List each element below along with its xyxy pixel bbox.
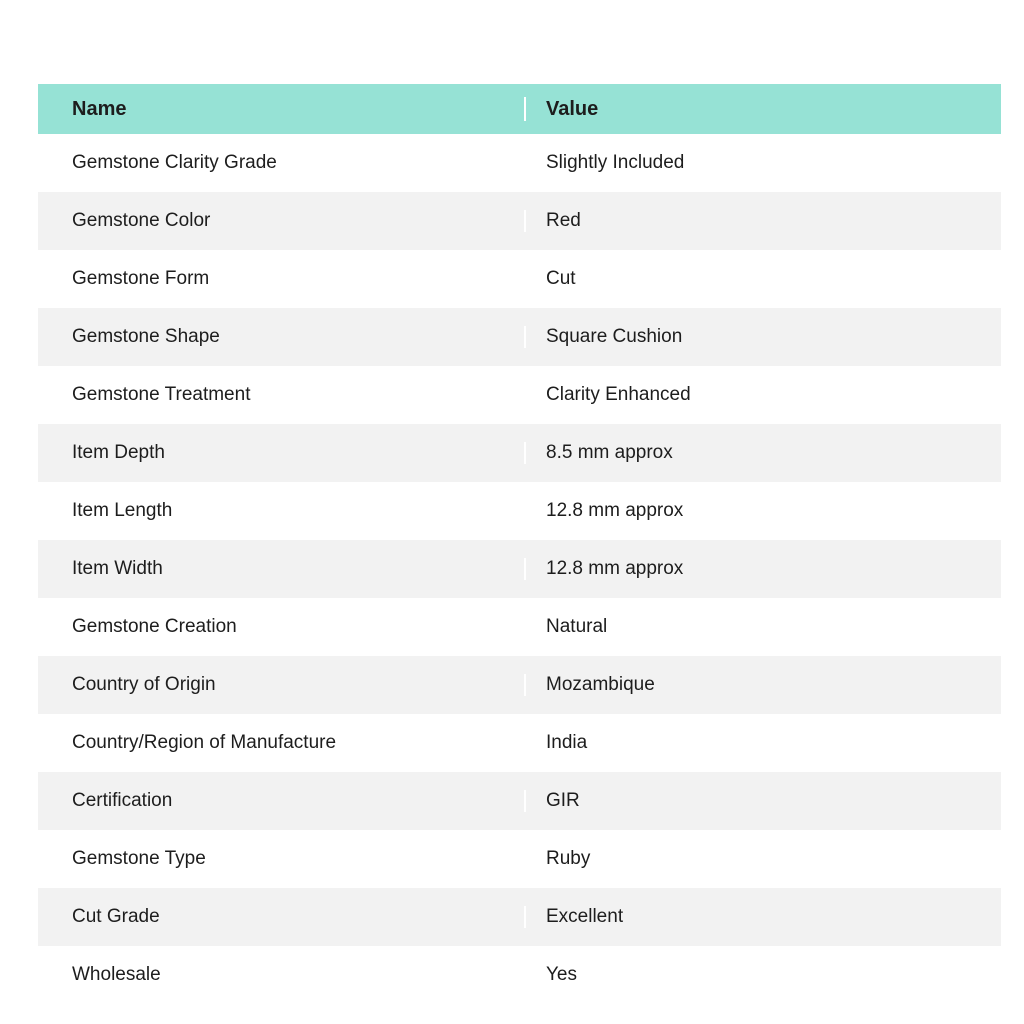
row-name: Gemstone Shape bbox=[72, 325, 220, 347]
row-value: GIR bbox=[524, 790, 1001, 813]
row-value: India bbox=[524, 732, 1001, 755]
row-value: Excellent bbox=[524, 906, 1001, 929]
row-name: Gemstone Color bbox=[72, 209, 211, 231]
row-value: Clarity Enhanced bbox=[524, 384, 1001, 407]
row-name: Gemstone Clarity Grade bbox=[72, 151, 277, 173]
row-name: Certification bbox=[72, 789, 173, 811]
row-name: Item Width bbox=[72, 557, 163, 579]
row-name: Cut Grade bbox=[72, 905, 160, 927]
row-value: Yes bbox=[524, 964, 1001, 987]
row-name: Country of Origin bbox=[72, 673, 216, 695]
table-row bbox=[38, 714, 1001, 772]
row-value: Red bbox=[524, 210, 1001, 233]
table-row bbox=[38, 656, 1001, 714]
column-header-name: Name bbox=[72, 98, 127, 120]
row-name: Gemstone Creation bbox=[72, 615, 237, 637]
table-row bbox=[38, 366, 1001, 424]
row-value: 12.8 mm approx bbox=[524, 558, 1001, 581]
table-row bbox=[38, 250, 1001, 308]
row-value: Slightly Included bbox=[524, 152, 1001, 175]
table-row bbox=[38, 424, 1001, 482]
row-value: Mozambique bbox=[524, 674, 1001, 697]
table-row bbox=[38, 888, 1001, 946]
row-name: Gemstone Treatment bbox=[72, 383, 251, 405]
table-row bbox=[38, 134, 1001, 192]
row-name: Wholesale bbox=[72, 963, 161, 985]
table-row bbox=[38, 946, 1001, 1004]
table-body bbox=[38, 134, 1001, 1004]
table-row bbox=[38, 482, 1001, 540]
row-name: Gemstone Type bbox=[72, 847, 206, 869]
row-value: Cut bbox=[524, 268, 1001, 291]
row-name: Country/Region of Manufacture bbox=[72, 731, 337, 753]
item-specifics-table bbox=[38, 84, 1001, 1004]
table-row bbox=[38, 598, 1001, 656]
row-value: Square Cushion bbox=[524, 326, 1001, 349]
row-value: Ruby bbox=[524, 848, 1001, 871]
row-name: Item Depth bbox=[72, 441, 165, 463]
row-value: Natural bbox=[524, 616, 1001, 639]
row-name: Gemstone Form bbox=[72, 267, 210, 289]
row-value: 12.8 mm approx bbox=[524, 500, 1001, 523]
table-row bbox=[38, 830, 1001, 888]
table-row bbox=[38, 772, 1001, 830]
table-header-row bbox=[38, 84, 1001, 134]
table-row bbox=[38, 192, 1001, 250]
table-row bbox=[38, 540, 1001, 598]
row-name: Item Length bbox=[72, 499, 173, 521]
column-header-value: Value bbox=[524, 97, 1001, 121]
row-value: 8.5 mm approx bbox=[524, 442, 1001, 465]
table-row bbox=[38, 308, 1001, 366]
